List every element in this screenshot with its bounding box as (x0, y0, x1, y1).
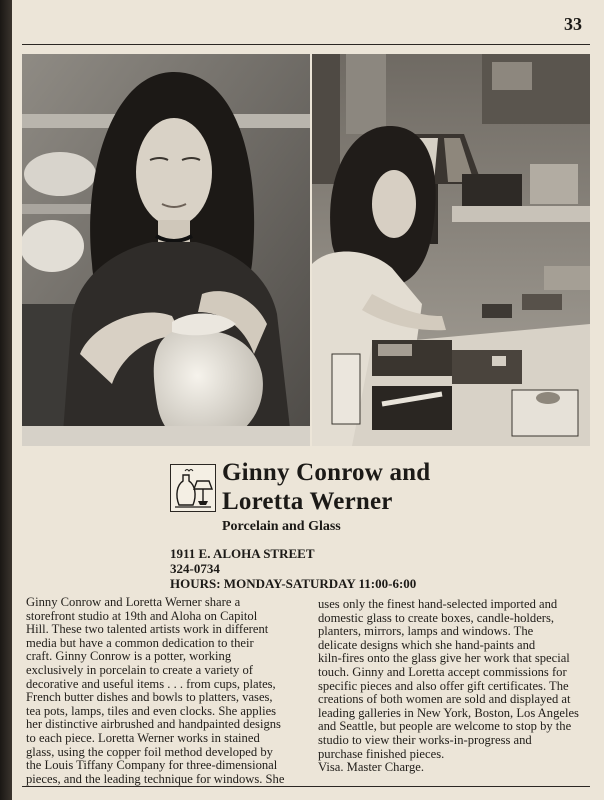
photo-ginny-conrow (22, 54, 310, 446)
body-text-left-column: Ginny Conrow and Loretta Werner share a storefront studio at 19th and Aloha on Capitol Hill. These two talented artists work in different media but have a common dedication to their craft. Ginny Conrow is a potter, working exclusively in porcelain to create a variety of decorative and useful items . . . from cups, plates, French butter dishes and bowls to platters, vases, tea pots, lamps, tiles and even clocks. She applies her distinctive airbrushed and handpainted designs to each piece. Loretta Werner works in stained glass, using the copper foil method developed by the Louis Tiffany Company for three-dimensional pieces, and the leading technique for windows. She (26, 595, 285, 786)
page-number: 33 (564, 14, 582, 34)
body-text-right-column: uses only the finest hand-selected imported and domestic glass to create boxes, candle-holders, planters, mirrors, lamps and windows. The delicate designs which she hand-paints and kiln-fires onto the glass give her work that special touch. Ginny and Loretta accept commissions for specific pieces and also offer gift certificates. The creations of both women are sold and displayed at leading galleries in New York, Boston, Los Angeles and Seattle, but people are welcome to stop by the studio to view their works-in-progress and purchase finished pieces. Visa. Master Charge. (318, 597, 579, 775)
heading-line-1: Ginny Conrow and (222, 459, 431, 486)
book-page (12, 0, 604, 800)
bottom-divider (22, 786, 590, 787)
woman-holding-porcelain-vase-photo (22, 54, 310, 446)
studio-logo (170, 464, 216, 512)
street-address: 1911 E. ALOHA STREET (170, 546, 315, 561)
book-spine (0, 0, 12, 800)
contact-block (170, 546, 416, 591)
woman-working-stained-glass-photo (312, 54, 590, 446)
business-hours: HOURS: MONDAY-SATURDAY 11:00-6:00 (170, 576, 417, 591)
heading-line-2: Loretta Werner (222, 488, 393, 515)
vase-and-lamp-logo-icon (171, 465, 215, 511)
artists-heading (222, 458, 430, 516)
photo-loretta-werner (312, 54, 590, 446)
phone-number: 324-0734 (170, 561, 220, 576)
top-divider (22, 44, 590, 45)
craft-subtitle: Porcelain and Glass (222, 519, 341, 534)
